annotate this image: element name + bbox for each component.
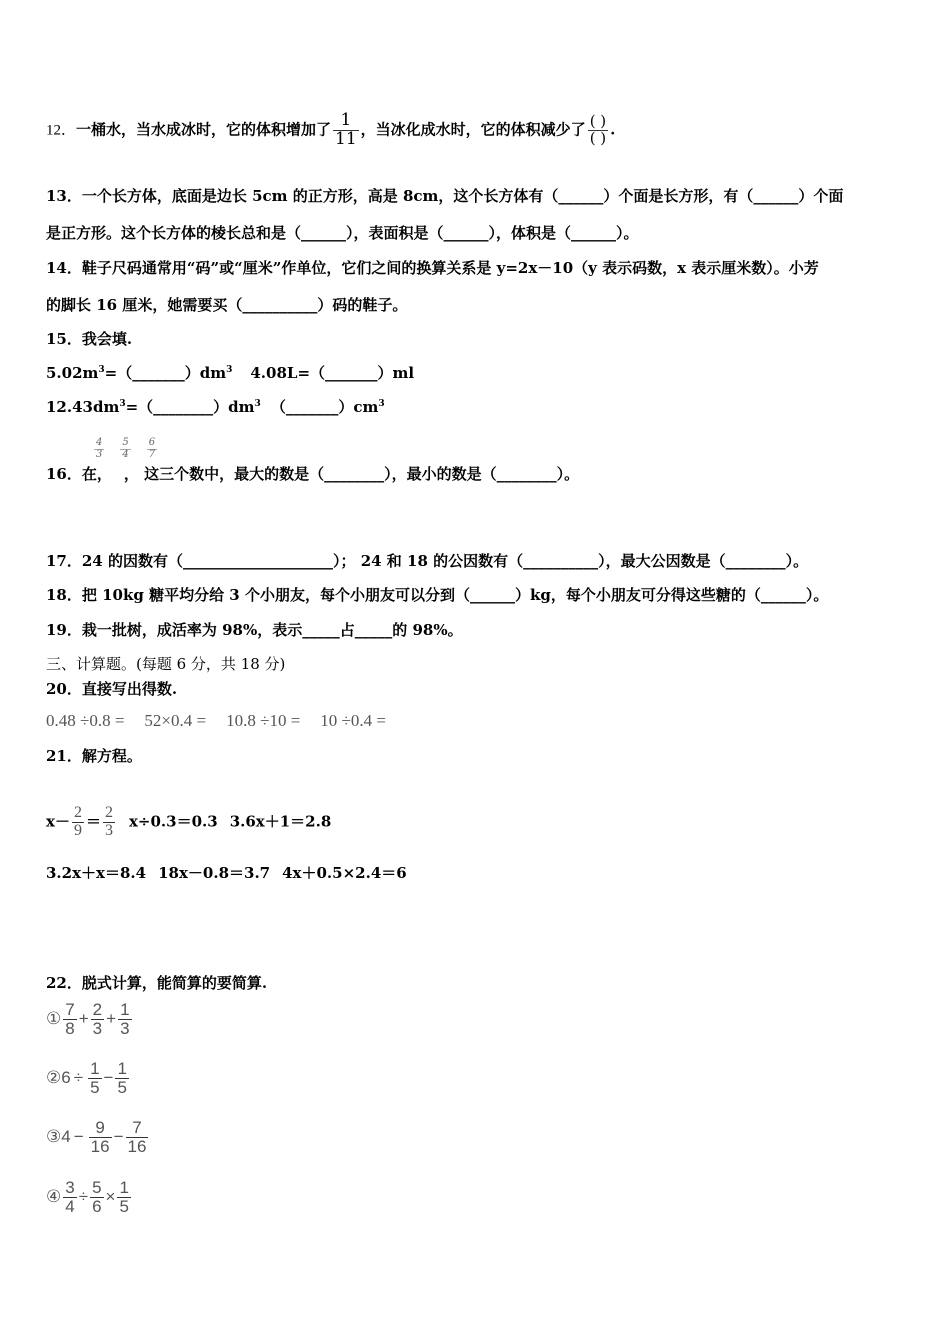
fraction-3-4: $\frac{3}{4}$ xyxy=(65,1178,75,1216)
question-17: 17．24 的因数有（____________________）； 24 和 18 的公因数有（__________），最大公因数是（________）。 xyxy=(46,552,809,570)
q15-blank-dm3: =（_______）dm xyxy=(104,364,227,382)
question-22-title: 22．脱式计算，能简算的要简算. xyxy=(46,974,268,992)
divide-sign: ÷ xyxy=(73,1067,84,1087)
fraction-4-3: $\frac{4}{3}$ xyxy=(96,437,103,460)
fraction-5-4: $\frac{5}{4}$ xyxy=(122,437,129,460)
fraction-7-16: $\frac{7}{16}$ xyxy=(127,1118,147,1156)
cube-superscript: 3 xyxy=(226,365,233,375)
question-15-row-1 xyxy=(46,363,414,383)
fraction-1-5c: $\frac{1}{5}$ xyxy=(119,1178,129,1216)
minus-sign: − xyxy=(113,1126,124,1146)
fraction-2-3: $\frac{2}{3}$ xyxy=(104,804,113,839)
cube-superscript: 3 xyxy=(378,399,385,409)
question-18: 18．把 10kg 糖平均分给 3 个小朋友，每个小朋友可以分到（______）kg，每个小朋友可分得这些糖的（______）。 xyxy=(46,586,829,604)
question-21-row-2 xyxy=(46,863,407,883)
equation-6: 4x＋0.5×2.4＝6 xyxy=(282,864,407,882)
calc-item-1: 0.48 ÷0.8 = xyxy=(46,711,125,730)
question-16-fractions xyxy=(92,438,159,460)
question-14-line-2: 的脚长 16 厘米，她需要买（__________）码的鞋子。 xyxy=(46,296,408,314)
question-20-items xyxy=(46,711,386,731)
question-12-part1: 一桶水，当水成冰时，它的体积增加了 xyxy=(76,120,332,139)
whole-number-6: 6 xyxy=(61,1067,71,1087)
section-3-heading: 三、计算题。(每题 6 分，共 18 分) xyxy=(46,655,286,673)
fraction-9-16: $\frac{9}{16}$ xyxy=(90,1118,110,1156)
question-13-line-2: 是正方形。这个长方体的棱长总和是（______），表面积是（______），体积是（______）。 xyxy=(46,224,639,242)
question-12-text: 12． xyxy=(46,122,77,139)
fraction-2-9: $\frac{2}{9}$ xyxy=(73,804,82,839)
equals-sign: ＝ xyxy=(85,812,101,831)
question-15-row-2 xyxy=(46,397,385,417)
fraction-7-8: $\frac{7}{8}$ xyxy=(65,1000,75,1038)
q15-value-dm3: 12.43dm xyxy=(46,398,120,416)
cube-superscript: 3 xyxy=(119,399,126,409)
circled-number-3: ③ xyxy=(46,1126,62,1146)
equation-5: 18x－0.8＝3.7 xyxy=(158,864,271,882)
answer-fraction-blank: $\frac{( )}{( )}$ xyxy=(589,112,607,147)
whole-number-4: 4 xyxy=(61,1126,71,1146)
question-12 xyxy=(46,112,615,149)
minus-sign: − xyxy=(73,1126,84,1146)
q15-blank-ml: 4.08L=（_______）ml xyxy=(250,364,415,382)
fraction-1-5: $\frac{1}{5}$ xyxy=(90,1059,100,1097)
minus-sign: − xyxy=(103,1067,114,1087)
question-15-title: 15．我会填. xyxy=(46,330,133,348)
equation-1-lhs: x－ xyxy=(46,812,70,831)
question-16 xyxy=(46,464,579,484)
cube-superscript: 3 xyxy=(98,365,105,375)
question-16-separator: ， xyxy=(96,465,112,483)
cube-superscript: 3 xyxy=(254,399,261,409)
q15-blank-cm3: （_______）cm xyxy=(270,398,379,416)
question-12-end: . xyxy=(610,120,616,139)
equation-3: 3.6x＋1＝2.8 xyxy=(229,812,332,831)
calc-item-2: 52×0.4 = xyxy=(144,711,207,730)
circled-number-1: ① xyxy=(46,1008,62,1028)
plus-sign: + xyxy=(106,1008,117,1028)
multiply-sign: × xyxy=(105,1186,116,1206)
expression-1 xyxy=(46,1001,134,1038)
question-14-line-1: 14．鞋子尺码通常用“码”或“厘米”作单位，它们之间的换算关系是 y=2x－10（y 表示码数，x 表示厘米数）。小芳 xyxy=(46,259,819,277)
q15-blank-dm3-b: =（________）dm xyxy=(125,398,255,416)
calc-item-4: 10 ÷0.4 = xyxy=(320,711,386,730)
fraction-1-3: $\frac{1}{3}$ xyxy=(120,1000,130,1038)
fraction-1-5b: $\frac{1}{5}$ xyxy=(117,1059,127,1097)
question-21-title: 21．解方程。 xyxy=(46,747,142,765)
question-19: 19．栽一批树，成活率为 98%，表示_____占_____的 98%。 xyxy=(46,621,463,639)
equation-4: 3.2x＋x＝8.4 xyxy=(46,864,147,882)
fraction-5-6: $\frac{5}{6}$ xyxy=(92,1178,102,1216)
q15-value-m3: 5.02m xyxy=(46,364,99,382)
fraction-1-11: $\frac{1}{11}$ xyxy=(335,110,357,149)
expression-4 xyxy=(46,1179,133,1216)
expression-2 xyxy=(46,1060,131,1097)
fraction-6-7: $\frac{6}{7}$ xyxy=(148,437,156,460)
calc-item-3: 10.8 ÷10 = xyxy=(226,711,301,730)
expression-3 xyxy=(46,1119,150,1156)
fraction-2-3b: $\frac{2}{3}$ xyxy=(92,1000,103,1038)
equation-2: x÷0.3＝0.3 xyxy=(128,812,218,831)
question-16-text: ， 这三个数中，最大的数是（________），最小的数是（________）。 xyxy=(123,465,580,483)
plus-sign: + xyxy=(78,1008,89,1028)
question-21-row-1 xyxy=(46,805,331,840)
question-16-lead: 16．在 xyxy=(46,465,97,483)
question-12-part2: ，当冰化成水时，它的体积减少了 xyxy=(360,120,586,139)
question-13-line-1: 13．一个长方体，底面是边长 5cm 的正方形，高是 8cm，这个长方体有（______）个面是长方形，有（______）个面 xyxy=(46,187,844,205)
question-20-title: 20．直接写出得数. xyxy=(46,680,178,698)
circled-number-4: ④ xyxy=(46,1186,62,1206)
circled-number-2: ② xyxy=(46,1067,62,1087)
divide-sign: ÷ xyxy=(78,1186,89,1206)
